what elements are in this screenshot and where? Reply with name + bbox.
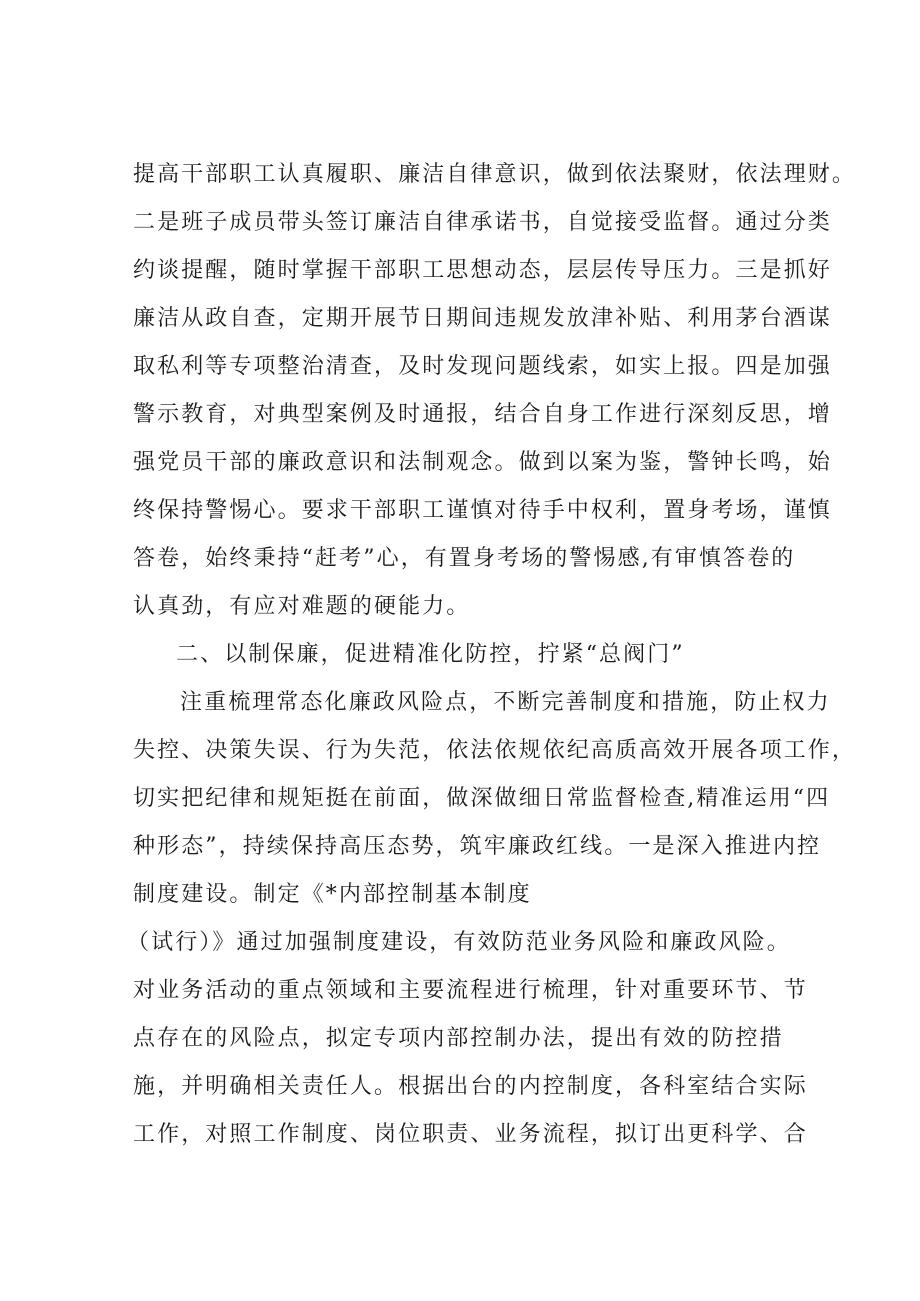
section-heading: 二、以制保廉，促进精准化防控，拧紧“总阀门” [176, 642, 685, 667]
paragraph-line-21: 工作，对照工作制度、岗位职责、业务流程，拟订出更科学、合 [133, 1122, 808, 1147]
paragraph-line-9: 答卷，始终秉持“赶考”心，有置身考场的警惕感,有审慎答卷的 [133, 546, 796, 571]
paragraph-line-19: 点存在的风险点，拟定专项内部控制办法，提出有效的防控措 [133, 1026, 784, 1051]
paragraph-line-10: 认真劲，有应对难题的硬能力。 [133, 594, 471, 619]
paragraph-line-7: 强党员干部的廉政意识和法制观念。做到以案为鉴，警钟长鸣，始 [133, 450, 832, 475]
paragraph-line-3: 约谈提醒，随时掌握干部职工思想动态，层层传导压力。三是抓好 [133, 258, 832, 283]
paragraph-line-2: 二是班子成员带头签订廉洁自律承诺书，自觉接受监督。通过分类 [133, 210, 832, 235]
paragraph-line-20: 施，并明确相关责任人。根据出台的内控制度，各科室结合实际 [133, 1074, 808, 1099]
paragraph-line-1: 提高干部职工认真履职、廉洁自律意识，做到依法聚财，依法理财。 [133, 162, 857, 187]
paragraph-line-12: 注重梳理常态化廉政风险点，不断完善制度和措施，防止权力 [180, 690, 831, 715]
paragraph-line-16: 制度建设。制定《*内部控制基本制度 [133, 882, 532, 907]
paragraph-line-13: 失控、决策失误、行为失范，依法依规依纪高质高效开展各项工作， [133, 738, 857, 763]
paragraph-line-14: 切实把纪律和规矩挺在前面，做深做细日常监督检查,精准运用“四 [133, 786, 831, 811]
paragraph-line-17: （试行）》通过加强制度建设，有效防范业务风险和廉政风险。 [127, 930, 791, 955]
paragraph-line-5: 取私利等专项整治清查，及时发现问题线索，如实上报。四是加强 [133, 354, 832, 379]
paragraph-line-4: 廉洁从政自查，定期开展节日期间违规发放津补贴、利用茅台酒谋 [133, 306, 832, 331]
paragraph-line-6: 警示教育，对典型案例及时通报，结合自身工作进行深刻反思，增 [133, 402, 832, 427]
paragraph-line-18: 对业务活动的重点领域和主要流程进行梳理，针对重要环节、节 [133, 978, 808, 1003]
paragraph-line-15: 种形态”，持续保持高压态势，筑牢廉政红线。一是深入推进内控 [133, 834, 822, 859]
paragraph-line-8: 终保持警惕心。要求干部职工谨慎对待手中权利，置身考场，谨慎 [133, 498, 832, 523]
